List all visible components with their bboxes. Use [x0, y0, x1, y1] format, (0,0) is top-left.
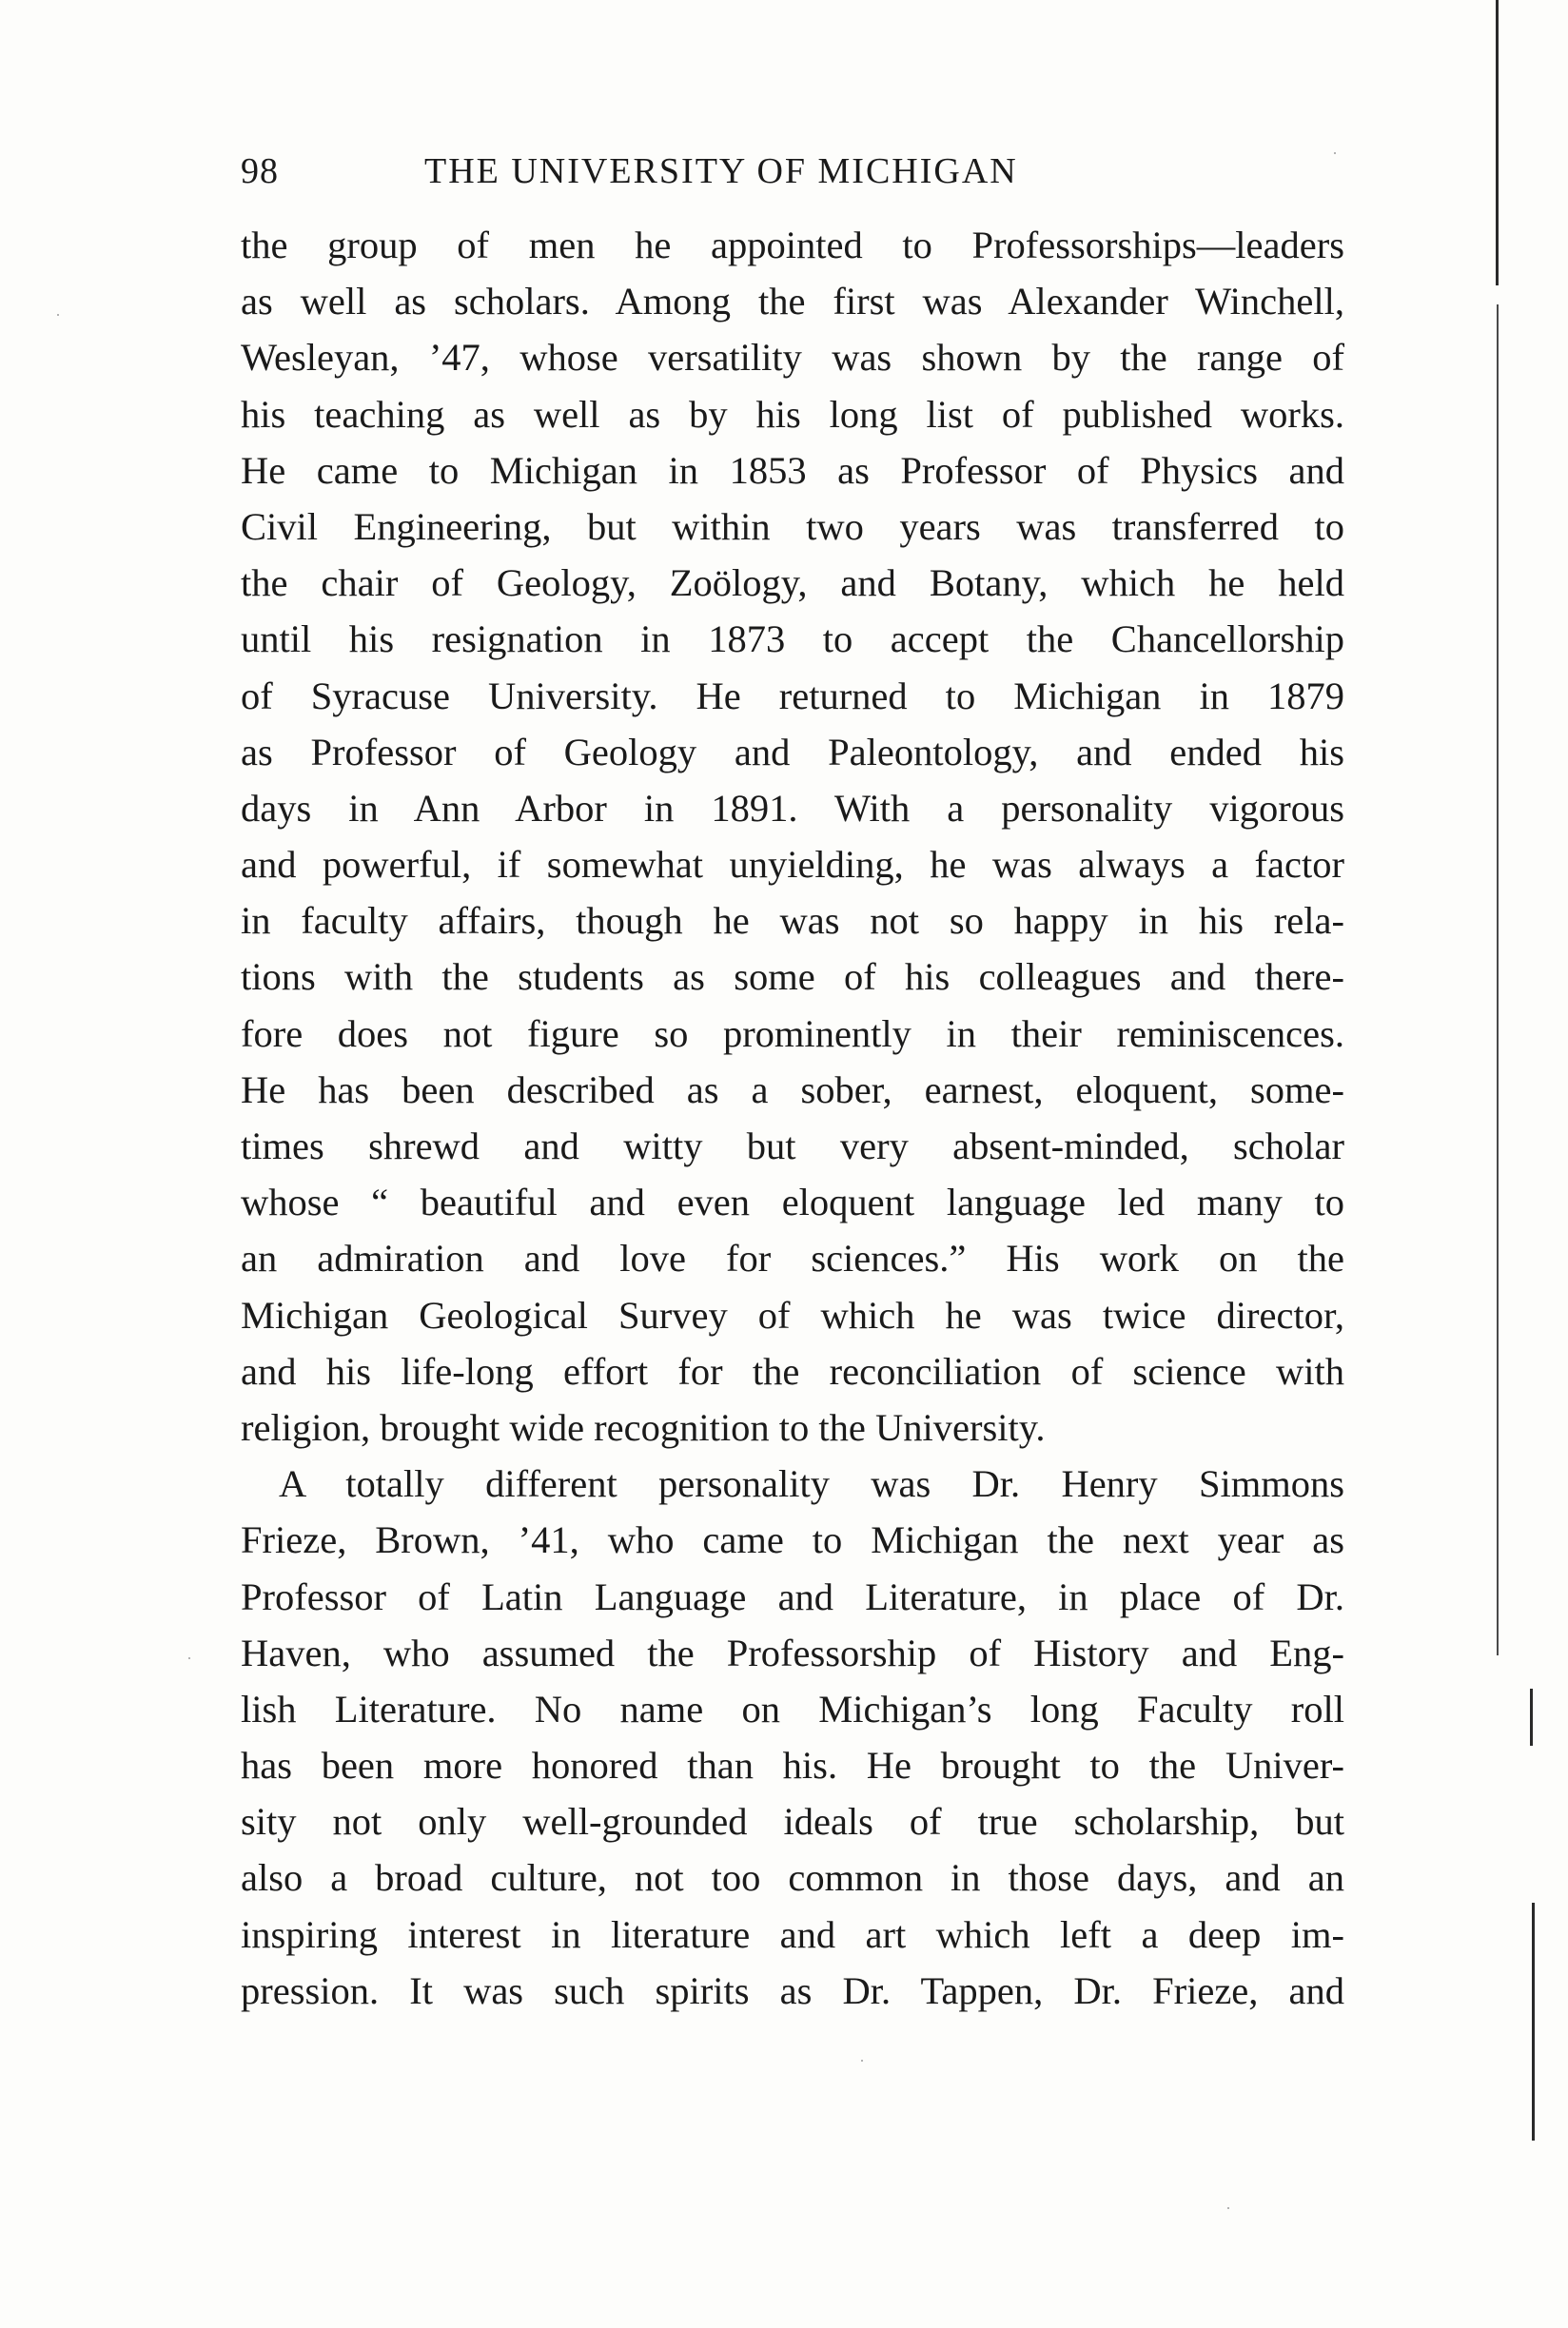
binding-edge-mark — [1496, 0, 1499, 285]
scan-speck — [1334, 152, 1336, 154]
binding-edge-mark — [1532, 1903, 1535, 2141]
text-line: as well as scholars. Among the first was Alexander Winchell, — [241, 280, 1344, 323]
text-line: and powerful, if somewhat unyielding, he was always a factor — [241, 843, 1344, 887]
text-line: religion, brought wide recognition to the University. — [241, 1405, 1046, 1449]
scan-speck — [861, 2060, 863, 2062]
text-line: tions with the students as some of his colleagues and there- — [241, 955, 1344, 999]
text-line: his teaching as well as by his long list of published works. — [241, 392, 1344, 436]
text-line: He has been described as a sober, earnest, eloquent, some- — [241, 1067, 1344, 1111]
text-line: Civil Engineering, but within two years was transferred to — [241, 504, 1344, 548]
body-text — [241, 217, 1344, 2019]
text-line: inspiring interest in literature and art which left a deep im- — [241, 1912, 1344, 1956]
text-line: lish Literature. No name on Michigan’s long Faculty roll — [241, 1687, 1344, 1731]
text-line: pression. It was such spirits as Dr. Tappen, Dr. Frieze, and — [241, 1968, 1344, 2012]
text-line: Wesleyan, ’47, whose versatility was shown by the range of — [241, 336, 1344, 380]
text-line: as Professor of Geology and Paleontology, and ended his — [241, 730, 1344, 773]
paragraph-first-line: A totally different personality was Dr. Henry Simmons — [279, 1462, 1344, 1506]
running-title: THE UNIVERSITY OF MICHIGAN — [424, 151, 1018, 191]
text-line: times shrewd and witty but very absent-minded, scholar — [241, 1125, 1344, 1167]
scan-speck — [1227, 2207, 1229, 2209]
binding-edge-mark — [1530, 1689, 1533, 1746]
text-line: Frieze, Brown, ’41, who came to Michigan the next year as — [241, 1518, 1344, 1562]
text-line: until his resignation in 1873 to accept the Chancellorship — [241, 617, 1344, 661]
text-line: an admiration and love for sciences.” His work on the — [241, 1237, 1344, 1281]
scan-speck — [57, 314, 59, 316]
text-line: in faculty affairs, though he was not so happy in his rela- — [241, 899, 1344, 943]
text-line: the chair of Geology, Zoölogy, and Botany, which he held — [241, 561, 1344, 605]
text-line: whose “ beautiful and even eloquent language led many to — [241, 1181, 1344, 1224]
text-line: and his life-long effort for the reconciliation of science with — [241, 1349, 1344, 1393]
text-line: has been more honored than his. He brought to the Univer- — [241, 1744, 1344, 1788]
page-number: 98 — [241, 151, 279, 191]
binding-edge-mark — [1497, 304, 1499, 1655]
text-line: of Syracuse University. He returned to Michigan in 1879 — [241, 674, 1344, 717]
text-line: He came to Michigan in 1853 as Professor of Physics and — [241, 448, 1344, 492]
text-line: days in Ann Arbor in 1891. With a personality vigorous — [241, 786, 1344, 830]
text-line: also a broad culture, not too common in those days, and an — [241, 1856, 1344, 1900]
text-line: Professor of Latin Language and Literature, in place of Dr. — [241, 1575, 1344, 1618]
text-line: sity not only well-grounded ideals of true scholarship, but — [241, 1800, 1344, 1844]
text-line: Michigan Geological Survey of which he was twice director, — [241, 1293, 1344, 1337]
scan-speck — [188, 1657, 190, 1659]
text-line: Haven, who assumed the Professorship of History and Eng- — [241, 1631, 1344, 1674]
text-line: the group of men he appointed to Professorships—leaders — [241, 224, 1344, 266]
text-line: fore does not figure so prominently in their reminiscences. — [241, 1011, 1344, 1055]
running-head — [241, 143, 1344, 200]
